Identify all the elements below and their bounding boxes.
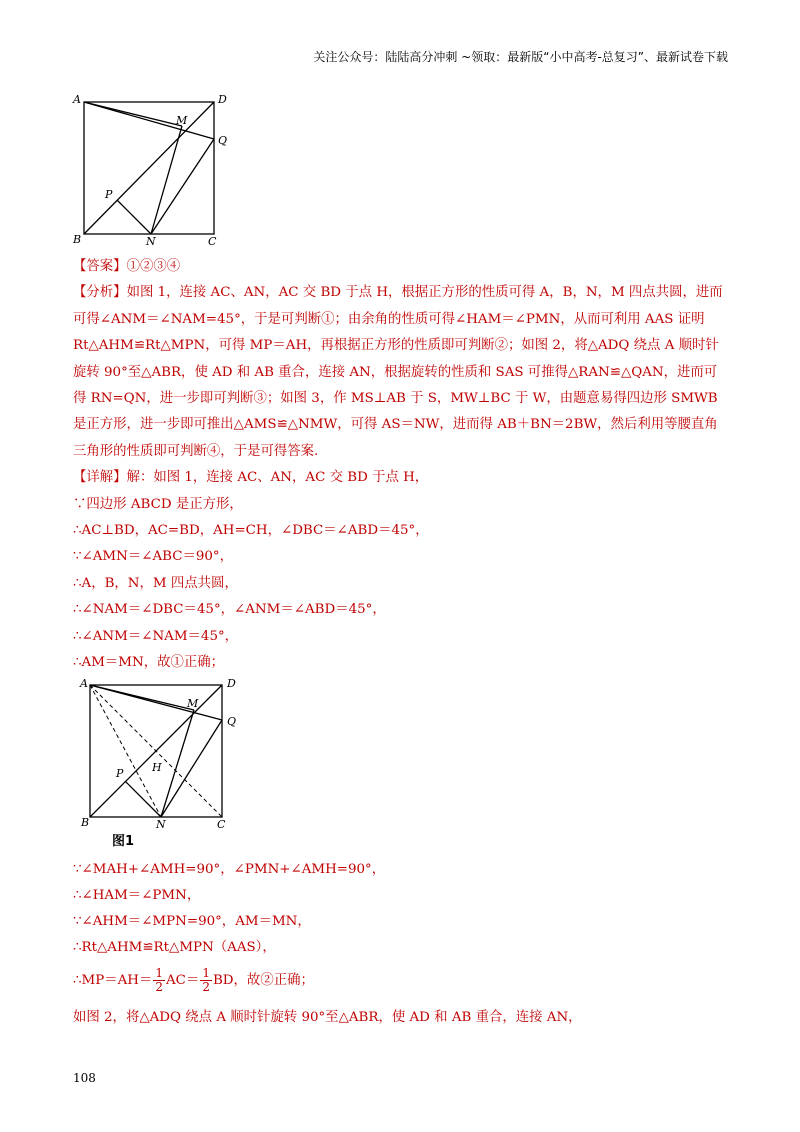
numerator: 1	[155, 966, 164, 980]
analysis-label: 【分析】	[73, 285, 127, 301]
proof-line: ∵∠AHM＝∠MPN=90°，AM＝MN，	[73, 914, 311, 929]
label-H: H	[152, 761, 162, 774]
label-Q: Q	[227, 715, 237, 728]
numerator: 1	[202, 966, 210, 980]
label-P: P	[116, 767, 124, 780]
answer-label: 【答案】	[73, 259, 127, 274]
answer-value: ①②③④	[126, 259, 181, 274]
label-P: P	[105, 188, 113, 201]
proof-line: ∴AM＝MN，故①正确；	[73, 655, 225, 671]
proof-line: ∴Rt△AHM≌Rt△MPN（AAS），	[73, 940, 276, 955]
solution-text	[73, 254, 728, 677]
proof-line: ∵∠MAH+∠AMH=90°，∠PMN+∠AMH=90°，	[73, 862, 386, 877]
denominator: 2	[155, 980, 164, 994]
label-A: A	[80, 677, 88, 690]
proof-line: ∴A，B，N，M 四点共圆，	[73, 575, 238, 591]
fraction-half	[153, 967, 165, 994]
label-A: A	[73, 93, 81, 106]
proof-line: ∴AC⊥BD，AC=BD，AH=CH，∠DBC＝∠ABD＝45°，	[73, 523, 429, 539]
label-C: C	[208, 235, 217, 248]
fraction-half	[200, 967, 212, 994]
label-D: D	[227, 677, 236, 690]
label-N: N	[146, 235, 156, 248]
answer-line	[73, 254, 728, 280]
page-number: 108	[73, 1071, 96, 1085]
proof-line: ∴∠HAM＝∠PMN，	[73, 888, 201, 903]
detail-intro: 解：如图 1，连接 AC、AN，AC 交 BD 于点 H，	[126, 470, 429, 486]
label-B: B	[73, 233, 82, 246]
label-D: D	[218, 93, 227, 106]
page-header: 关注公众号：陆陆高分冲刺 ~领取：最新版“小中高考-总复习”、最新试卷下载	[313, 50, 728, 64]
label-N: N	[156, 818, 166, 831]
label-B: B	[81, 816, 90, 829]
analysis-text: 如图 1，连接 AC、AN，AC 交 BD 于点 H，根据正方形的性质可得 A，B，N，M 四点共圆，进而可得∠ANM＝∠NAM=45°，于是可判断①；由余角的性质可得∠HAM＝∠PMN，从而可利用 AAS 证明 Rt△AHM≌Rt△MPN，可得 MP＝AH，再根据正方形的性质即可判断②；如图 2，将△ADQ 绕点 A 顺时针旋转 90°至△ABR，使 AD 和 AB 重合，连接 AN，根据旋转的性质和 SAS 可推得△RAN≌△QAN，进而可得 RN=QN，进一步即可判断③；如图 3，作 MS⊥AB 于 S，MW⊥BC 于 W，由题意易得四边形 SMWB 是正方形，进一步即可推出△AMS≌△NMW，可得 AS＝NW，进而得 AB＋BN＝2BW，然后利用等腰直角三角形的性质即可判断④，于是可得答案.	[73, 285, 723, 459]
label-M: M	[187, 697, 199, 710]
proof-line: ∴∠NAM＝∠DBC＝45°，∠ANM＝∠ABD＝45°，	[73, 602, 386, 618]
proof-line: ∵四边形 ABCD 是正方形，	[73, 496, 243, 512]
proof-line: ∴∠ANM＝∠NAM＝45°，	[73, 628, 239, 644]
analysis-paragraph	[73, 280, 728, 465]
label-C: C	[217, 818, 226, 831]
detail-intro-line	[73, 465, 728, 491]
label-Q: Q	[218, 134, 228, 147]
fraction-line-part: BD，故②正确；	[212, 973, 314, 988]
fraction-line-part: ∴MP＝AH＝	[73, 973, 153, 988]
fraction-line-part: AC＝	[166, 973, 200, 988]
proof-line: ∵∠AMN＝∠ABC＝90°，	[73, 549, 233, 565]
geometry-figure-2	[72, 663, 247, 853]
fraction-line	[73, 966, 728, 996]
detail-label: 【详解】	[73, 470, 127, 486]
geometry-figure-1	[70, 90, 240, 250]
figure-caption: 图1	[112, 834, 135, 849]
denominator: 2	[202, 980, 210, 994]
proof-line: 如图 2，将△ADQ 绕点 A 顺时针旋转 90°至△ABR，使 AD 和 AB 重合，连接 AN，	[73, 1010, 582, 1025]
label-M: M	[176, 114, 188, 127]
